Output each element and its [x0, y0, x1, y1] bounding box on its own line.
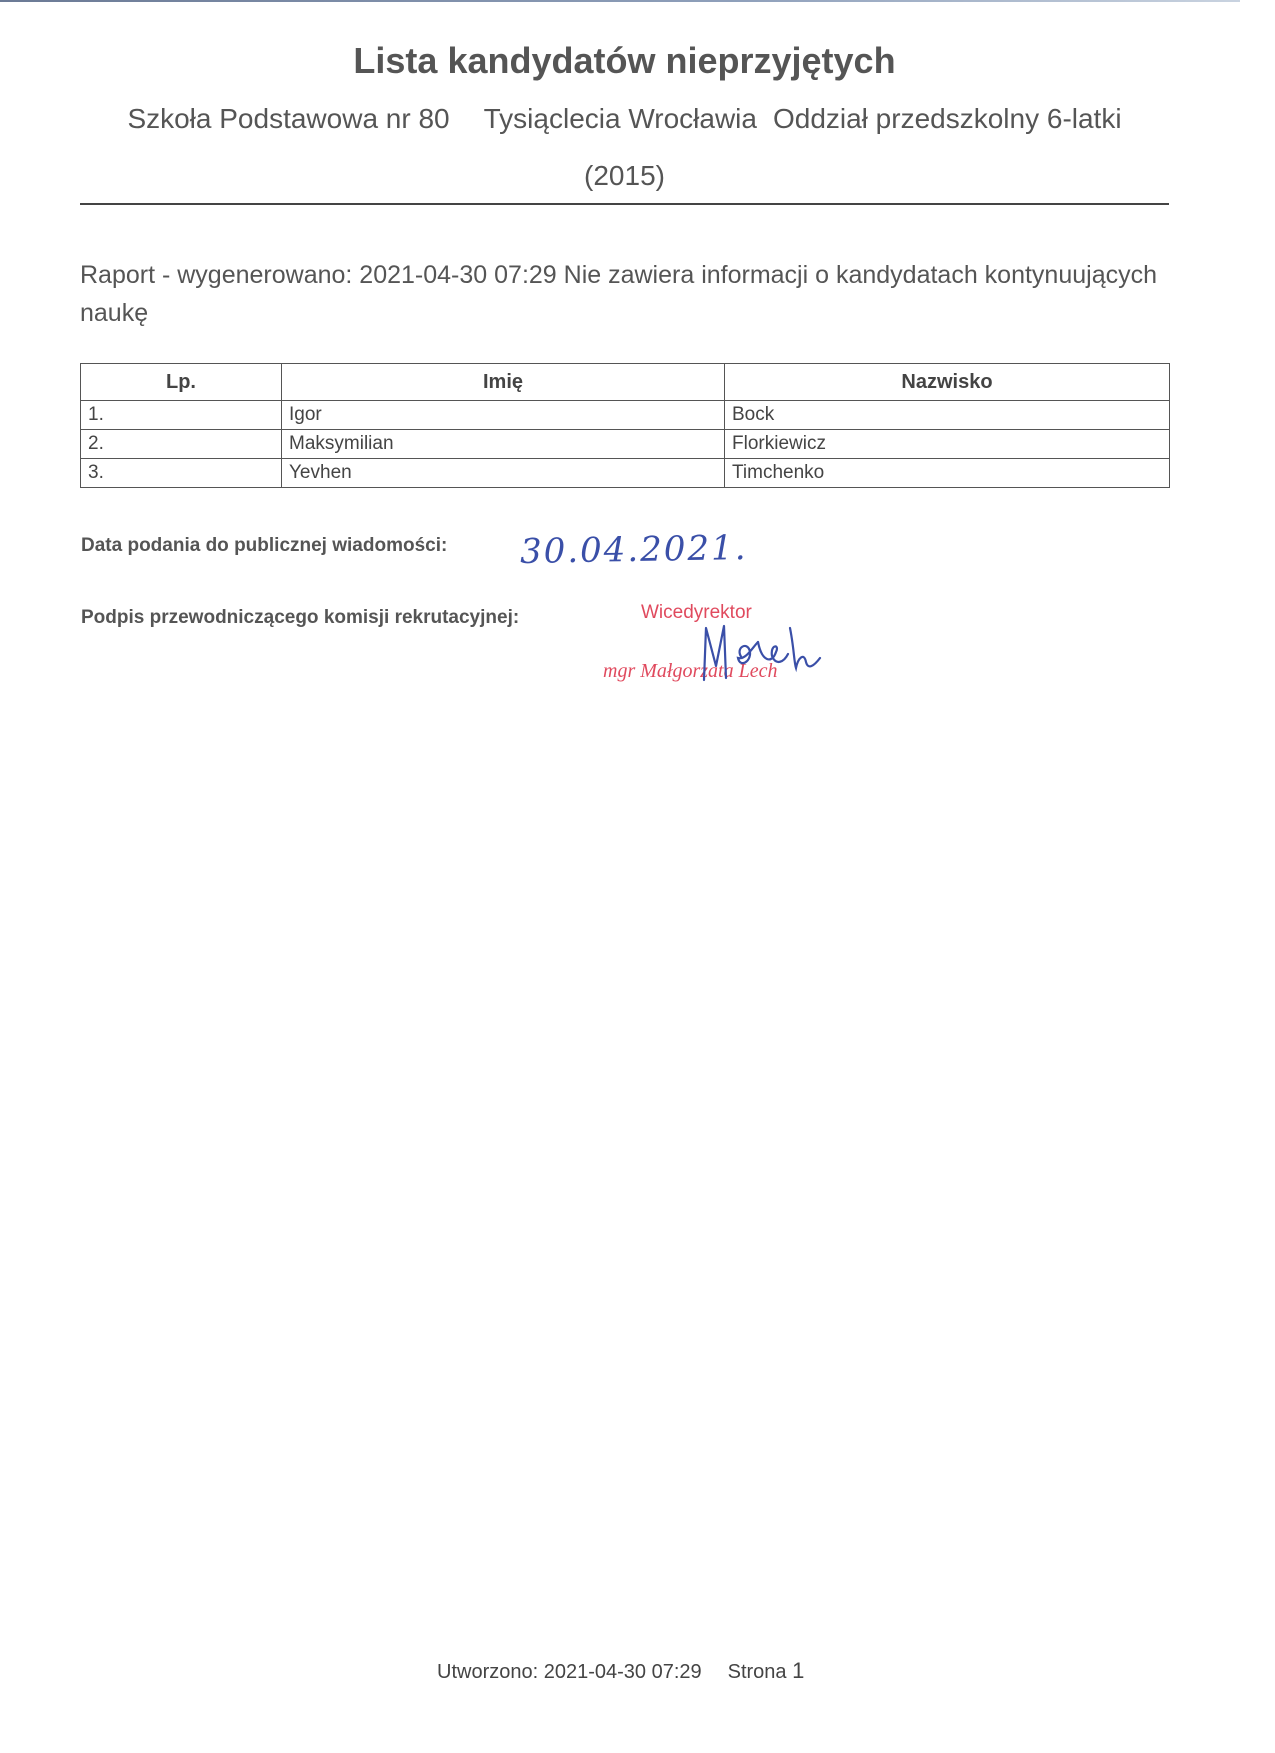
cell-lp: 2. [81, 430, 282, 459]
table-header-row [81, 364, 1170, 401]
handwritten-signature-icon [690, 618, 840, 688]
table-row [81, 430, 1170, 459]
cell-lp: 1. [81, 401, 282, 430]
report-info: Raport - wygenerowano: 2021-04-30 07:29 Nie zawiera informacji o kandydatach kontynuujących naukę [80, 261, 1158, 327]
table-row [81, 401, 1170, 430]
page-footer [437, 1658, 804, 1684]
unit: Oddział przedszkolny 6-latki [772, 103, 1122, 134]
header-lp: Lp. [81, 364, 282, 401]
cell-lp: 3. [81, 459, 282, 488]
header-divider [80, 203, 1169, 205]
document-subtitle [80, 103, 1169, 135]
header-first-name: Imię [282, 364, 725, 401]
candidates-table [80, 363, 1170, 488]
handwritten-date: 30.04.2021. [519, 528, 748, 572]
school: Szkoła Podstawowa nr 80 [127, 103, 450, 134]
publication-date-label: Data podania do publicznej wiadomości: [81, 535, 448, 556]
cell-first-name: Igor [282, 401, 725, 430]
cell-last-name: Bock [725, 401, 1170, 430]
stamp-role: Wicedyrektor [641, 602, 752, 623]
created-timestamp: Utworzono: 2021-04-30 07:29 [437, 1661, 702, 1683]
cell-last-name: Timchenko [725, 459, 1170, 488]
page-number: 1 [792, 1658, 805, 1683]
birth-year: (2015) [584, 160, 665, 191]
table-row [81, 459, 1170, 488]
cell-first-name: Yevhen [282, 459, 725, 488]
cell-first-name: Maksymilian [282, 430, 725, 459]
header-last-name: Nazwisko [725, 364, 1170, 401]
school-name: Tysiąclecia Wrocławia [483, 103, 757, 134]
page-label: Strona [727, 1661, 787, 1683]
stamp-name: mgr Małgorzata Lech [603, 660, 778, 682]
document-title: Lista kandydatów nieprzyjętych [353, 40, 896, 81]
signature-label: Podpis przewodniczącego komisji rekrutacyjnej: [81, 607, 520, 628]
cell-last-name: Florkiewicz [725, 430, 1170, 459]
